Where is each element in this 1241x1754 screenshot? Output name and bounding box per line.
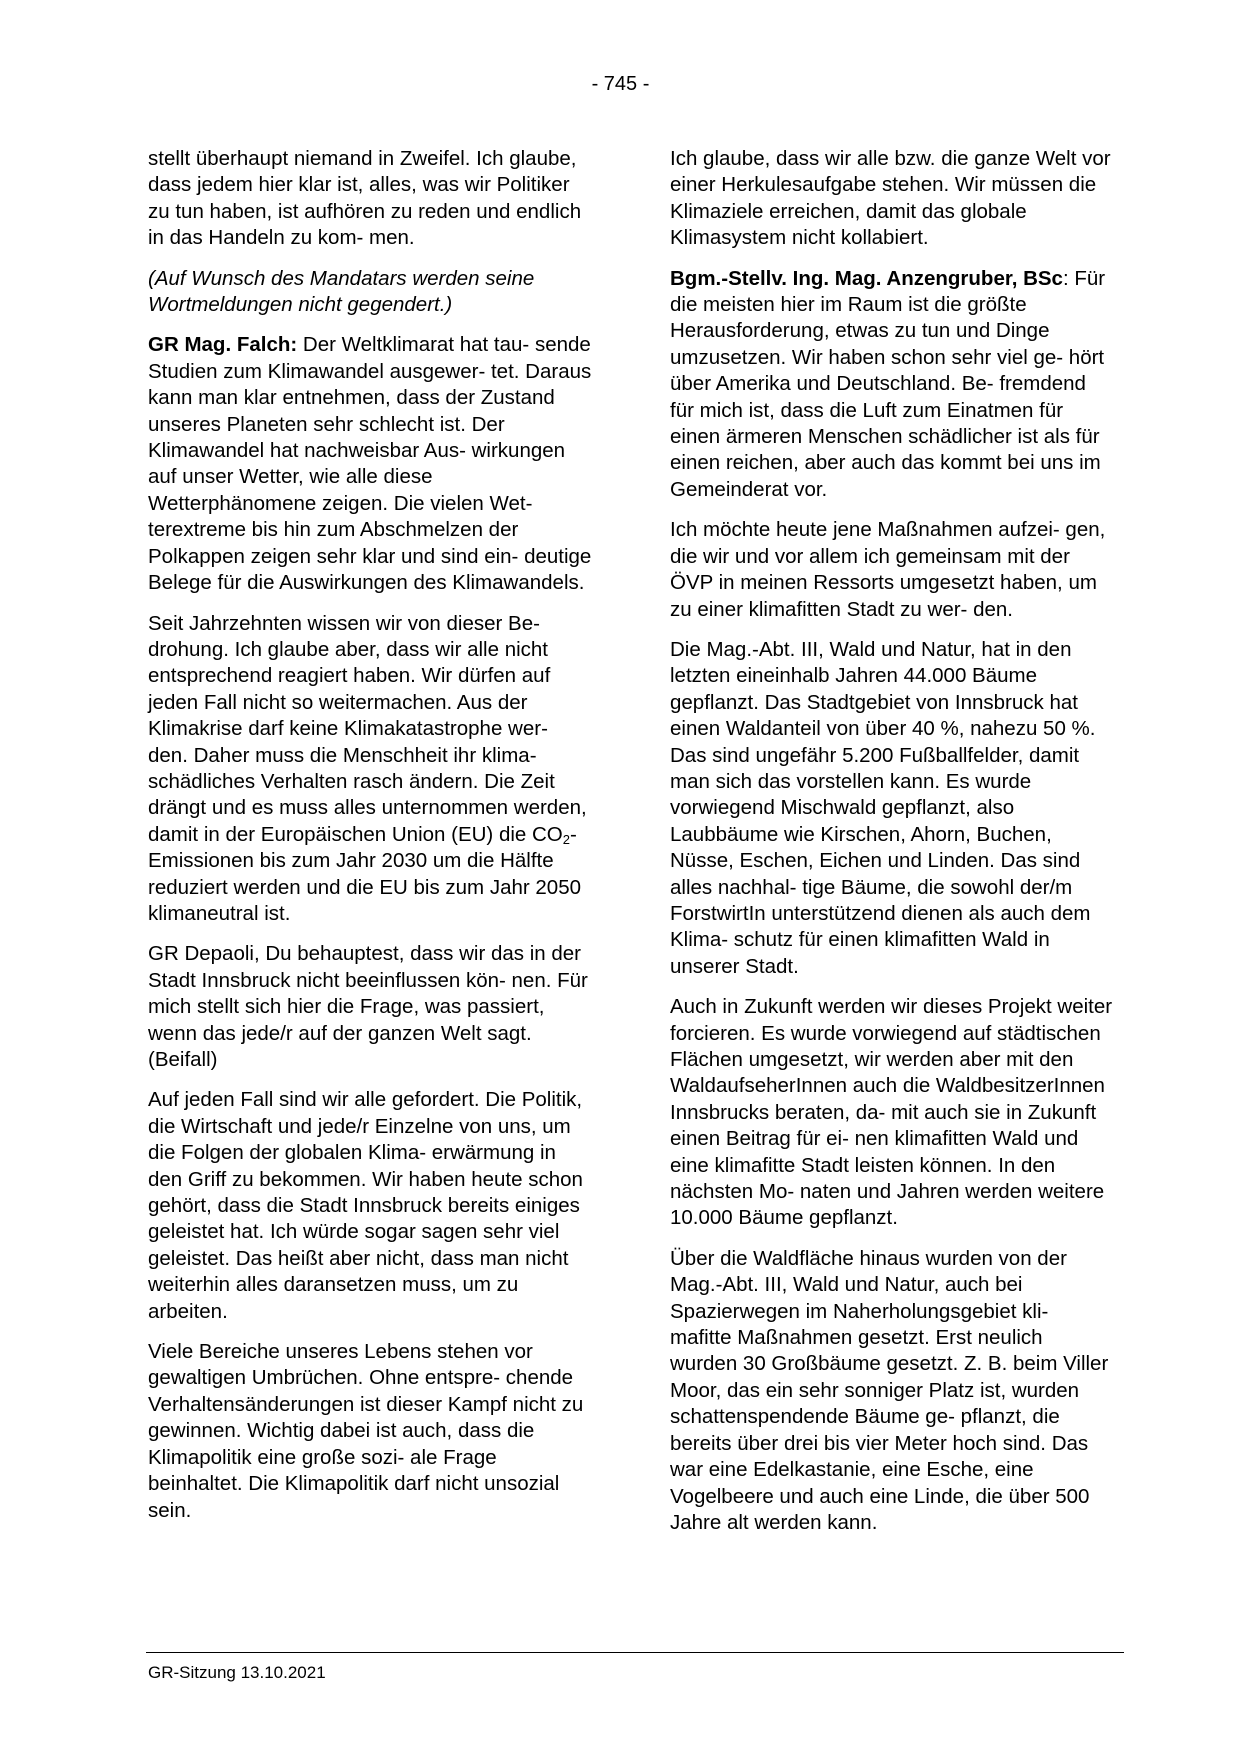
speech-falch bbox=[148, 332, 593, 596]
speech-text: : Für die meisten hier im Raum ist die größte Herausforderung, etwas zu tun und Dinge umzusetzen. Wir haben schon sehr viel ge- hört über Amerika und Deutschland. Be- fremdend für mich ist, dass die Luft zum Einatmen für einen ärmeren Menschen schädlicher ist als für einen reichen, aber auch das kommt bei uns im Gemeinderat vor. bbox=[670, 266, 1106, 501]
paragraph-text: Seit Jahrzehnten wissen wir von dieser Be- drohung. Ich glaube aber, dass wir alle nicht entsprechend reagiert haben. Wir dürfen auf jeden Fall nicht so weitermachen. Aus der Klimakrise darf keine Klimakatastrophe wer- den. Daher muss die Menschheit ihr klima- schädliches Verhalten rasch ändern. Die Zeit drängt und es muss alles unternommen werden, damit in der Europäischen Union (EU) die CO bbox=[148, 611, 587, 846]
subscript-2: 2 bbox=[562, 831, 570, 847]
right-column bbox=[670, 146, 1115, 1550]
page-number: - 745 - bbox=[591, 73, 650, 95]
paragraph: Auf jeden Fall sind wir alle gefordert. Die Politik, die Wirtschaft und jede/r Einzelne von uns, um die Folgen der globalen Klima- erwärmung in den Griff zu bekommen. Wir haben heute schon gehört, dass die Stadt Innsbruck bereits einiges geleistet hat. Ich würde sogar sagen sehr viel geleistet. Das heißt aber nicht, dass man nicht weiterhin alles daransetzen muss, um zu arbeiten. bbox=[148, 1088, 583, 1323]
paragraph: GR Depaoli, Du behauptest, dass wir das in der Stadt Innsbruck nicht beeinflussen kön- nen. Für mich stellt sich hier die Frage, was passiert, wenn das jede/r auf der ganzen Welt sagt. (Beifall) bbox=[148, 942, 588, 1071]
paragraph: stellt überhaupt niemand in Zweifel. Ich glaube, dass jedem hier klar ist, alles, was wir Politiker zu tun haben, ist aufhören zu reden und endlich in das Handeln zu kom- men. bbox=[148, 147, 582, 250]
paragraph-text: -Emissionen bis zum Jahr 2030 um die Hälfte reduziert werden und die EU bis zum Jahr 2050 klimaneutral ist. bbox=[148, 822, 582, 925]
paragraph: Über die Waldfläche hinaus wurden von der Mag.-Abt. III, Wald und Natur, auch bei Spazierwegen im Naherholungsgebiet kli- mafitte Maßnahmen gesetzt. Erst neulich wurden 30 Großbäume gesetzt. Z. B. beim Viller Moor, das ein sehr sonniger Platz ist, wurden schattenspendende Bäume ge- pflanzt, die bereits über drei bis vier Meter hoch sind. Das war eine Edelkastanie, eine Esche, eine Vogelbeere und auch eine Linde, die über 500 Jahre alt werden kann. bbox=[670, 1246, 1109, 1534]
paragraph: Viele Bereiche unseres Lebens stehen vor gewaltigen Umbrüchen. Ohne entspre- chende Verhaltensänderungen ist dieser Kampf nicht zu gewinnen. Wichtig dabei ist auch, dass die Klimapolitik eine große sozi- ale Frage beinhaltet. Die Klimapolitik darf nicht unsozial sein. bbox=[148, 1340, 584, 1522]
paragraph: Auch in Zukunft werden wir dieses Projekt weiter forcieren. Es wurde vorwiegend auf städtischen Flächen umgesetzt, wir werden aber mit den WaldaufseherInnen auch die WaldbesitzerInnen Innsbrucks beraten, da- mit auch sie in Zukunft einen Beitrag für ei- nen klimafitten Wald und eine klimafitte Stadt leisten können. In den nächsten Mo- naten und Jahren werden weitere 10.000 Bäume gepflanzt. bbox=[670, 995, 1113, 1230]
footer-divider bbox=[146, 1652, 1124, 1653]
speech-anzengruber bbox=[670, 266, 1115, 504]
paragraph: Die Mag.-Abt. III, Wald und Natur, hat in den letzten eineinhalb Jahren 44.000 Bäume gepflanzt. Das Stadtgebiet von Innsbruck hat einen Waldanteil von über 40 %, nahezu 50 %. Das sind ungefähr 5.200 Fußballfelder, damit man sich das vorstellen kann. Es wurde vorwiegend Mischwald gepflanzt, also Laubbäume wie Kirschen, Ahorn, Buchen, Nüsse, Eschen, Eichen und Linden. Das sind alles nachhal- tige Bäume, die sowohl der/m ForstwirtIn unterstützend dienen als auch dem Klima- schutz für einen klimafitten Wald in unserer Stadt. bbox=[670, 637, 1096, 978]
paragraph: Ich glaube, dass wir alle bzw. die ganze Welt vor einer Herkulesaufgabe stehen. Wir müssen die Klimaziele erreichen, damit das globale Klimasystem nicht kollabiert. bbox=[670, 147, 1111, 250]
footer-session-date: GR-Sitzung 13.10.2021 bbox=[148, 1663, 326, 1682]
speaker-name: Bgm.-Stellv. Ing. Mag. Anzengruber, BSc bbox=[670, 266, 1063, 290]
speech-text: Der Weltklimarat hat tau- sende Studien zum Klimawandel ausgewer- tet. Daraus kann man klar entnehmen, dass der Zustand unseres Planeten sehr schlecht ist. Der Klimawandel hat nachweisbar Aus- wirkungen auf unser Wetter, wie alle diese Wetterphänomene zeigen. Die vielen Wet- terextreme bis hin zum Abschmelzen der Polkappen zeigen sehr klar und sind ein- deutige Belege für die Auswirkungen des Klimawandels. bbox=[148, 333, 592, 595]
editorial-note: (Auf Wunsch des Mandatars werden seine Wortmeldungen nicht gegendert.) bbox=[148, 266, 535, 317]
speaker-name: GR Mag. Falch: bbox=[148, 333, 298, 357]
paragraph: Ich möchte heute jene Maßnahmen aufzei- gen, die wir und vor allem ich gemeinsam mit der ÖVP in meinen Ressorts umgesetzt haben, um zu einer klimafitten Stadt zu wer- den. bbox=[670, 518, 1106, 621]
paragraph-co2 bbox=[148, 611, 593, 928]
left-column bbox=[148, 146, 593, 1538]
